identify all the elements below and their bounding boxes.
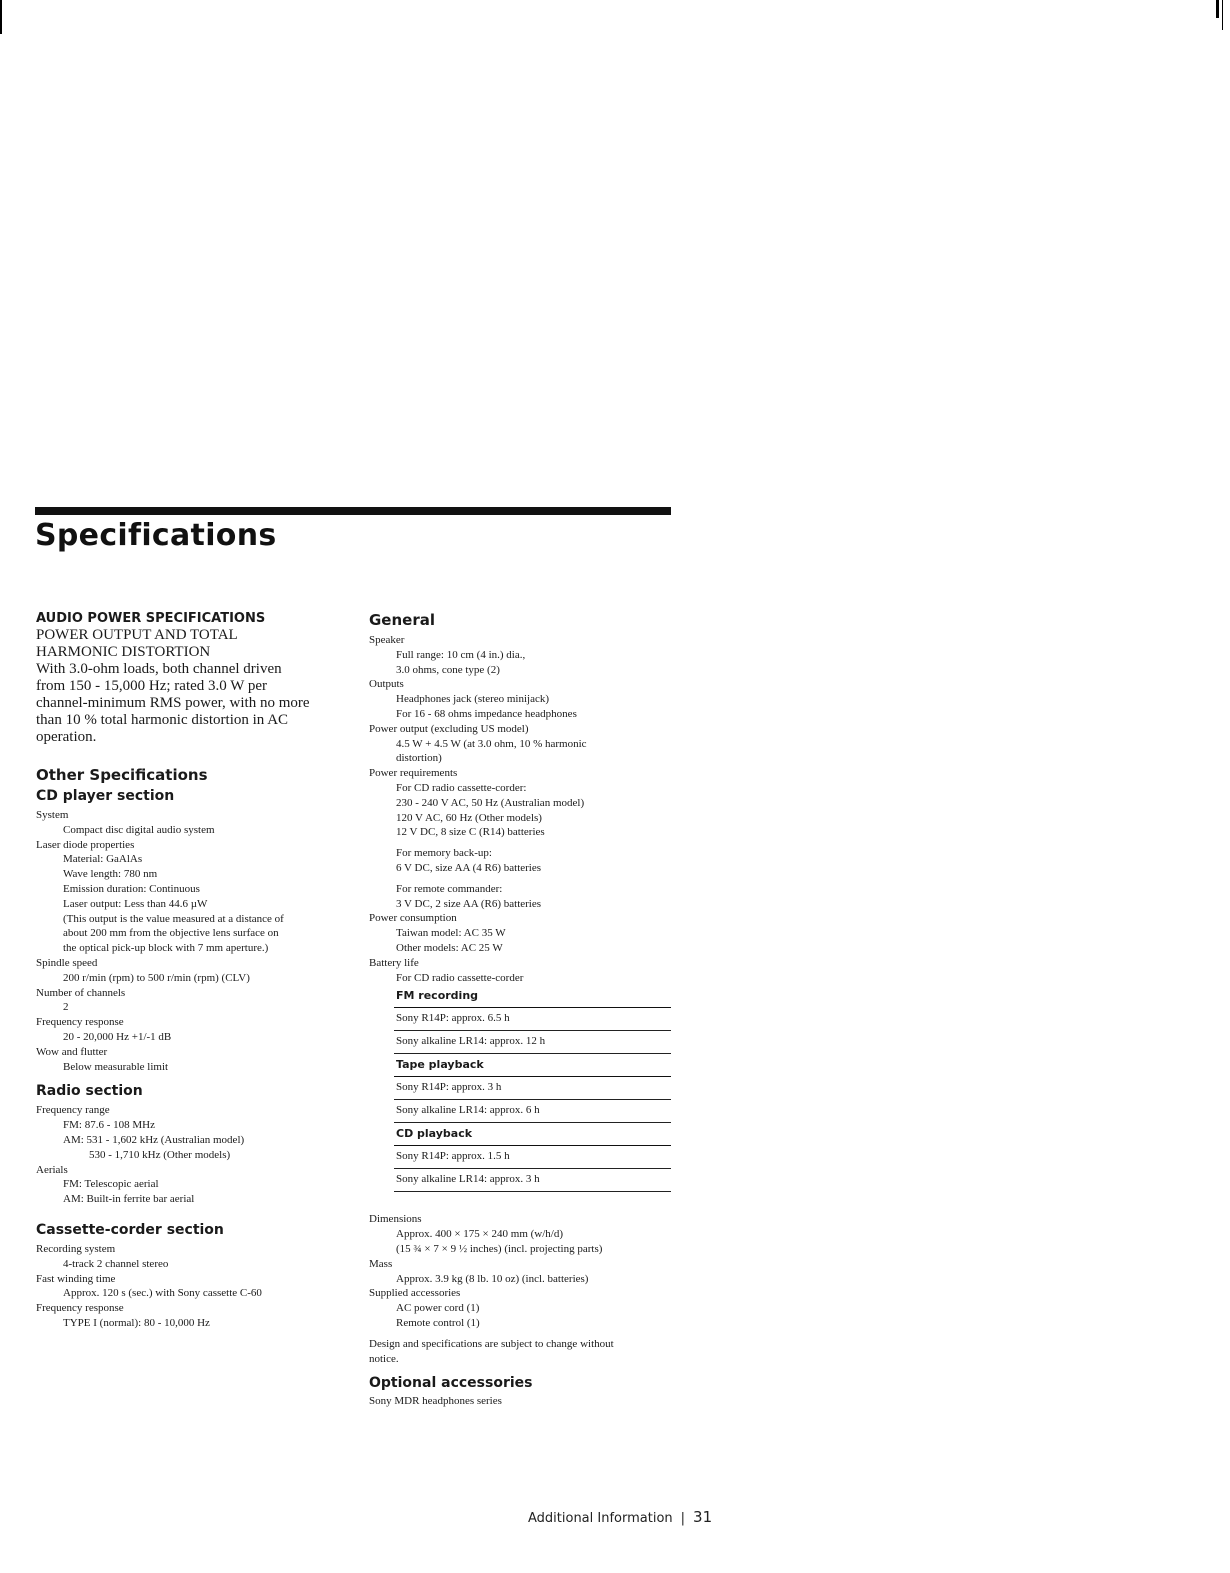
table-header-cell: FM recording <box>394 985 671 1008</box>
radio-section-heading: Radio section <box>36 1083 143 1100</box>
battery-life-table <box>394 985 671 1192</box>
spec-value: AM: Built-in ferrite bar aerial <box>63 1193 195 1206</box>
spec-value: 230 - 240 V AC, 50 Hz (Australian model) <box>396 796 585 809</box>
page-title: Specifications <box>35 518 277 553</box>
audio-power-body-5: operation. <box>36 729 97 745</box>
table-cell: Sony R14P: approx. 3 h <box>394 1077 671 1100</box>
table-cell: Sony alkaline LR14: approx. 12 h <box>394 1031 671 1054</box>
spec-value: 3 V DC, 2 size AA (R6) batteries <box>396 897 542 910</box>
optional-accessories-heading: Optional accessories <box>369 1375 533 1392</box>
spec-label: Wow and flutter <box>36 1045 108 1058</box>
spec-label: Frequency response <box>36 1302 124 1315</box>
spec-value: Full range: 10 cm (4 in.) dia., <box>396 648 526 661</box>
spec-value: For 16 - 68 ohms impedance headphones <box>396 707 577 720</box>
spec-value: Other models: AC 25 W <box>396 941 503 954</box>
left-column <box>36 611 336 1331</box>
table-row <box>394 1077 671 1100</box>
audio-power-body-4: than 10 % total harmonic distortion in AC <box>36 712 289 728</box>
spec-value: For CD radio cassette-corder: <box>396 781 527 794</box>
radio-specs <box>36 1103 336 1207</box>
spec-value: (This output is the value measured at a distance of <box>63 912 284 925</box>
spec-value: For remote commander: <box>396 882 503 895</box>
table-row <box>394 1031 671 1054</box>
spec-value: (15 ¾ × 7 × 9 ½ inches) (incl. projecting parts) <box>396 1242 603 1255</box>
spec-value: Compact disc digital audio system <box>63 823 215 836</box>
spec-value: 6 V DC, size AA (4 R6) batteries <box>396 861 542 874</box>
spec-value: Emission duration: Continuous <box>63 882 200 895</box>
spec-value: For memory back-up: <box>396 847 492 860</box>
audio-power-body-2: from 150 - 15,000 Hz; rated 3.0 W per <box>36 678 268 694</box>
audio-power-body-3: channel-minimum RMS power, with no more <box>36 695 310 711</box>
cd-player-section-heading: CD player section <box>36 788 175 804</box>
spec-label: Dimensions <box>369 1213 422 1226</box>
table-header-cell: Tape playback <box>394 1054 671 1077</box>
audio-power-heading: AUDIO POWER SPECIFICATIONS <box>36 611 266 626</box>
spec-label: Outputs <box>369 678 404 691</box>
page-number: 31 <box>693 1508 713 1526</box>
table-header-cell: CD playback <box>394 1123 671 1146</box>
table-cell: Sony alkaline LR14: approx. 6 h <box>394 1100 671 1123</box>
general-heading: General <box>369 611 435 629</box>
right-column <box>369 611 671 1409</box>
spec-value: 4-track 2 channel stereo <box>63 1257 169 1270</box>
spec-value: Approx. 120 s (sec.) with Sony cassette C-60 <box>63 1287 262 1300</box>
table-row <box>394 1100 671 1123</box>
spec-label: Recording system <box>36 1242 116 1255</box>
table-row <box>394 1008 671 1031</box>
spec-value: 20 - 20,000 Hz +1/-1 dB <box>63 1030 172 1043</box>
audio-power-body-1: With 3.0-ohm loads, both channel driven <box>36 661 282 677</box>
spec-label: Supplied accessories <box>369 1287 461 1300</box>
audio-power-subheading-1: POWER OUTPUT AND TOTAL <box>36 627 238 643</box>
spec-value: AM: 531 - 1,602 kHz (Australian model) <box>63 1133 245 1146</box>
spec-label: Mass <box>369 1257 393 1270</box>
notice-text: notice. <box>369 1352 399 1365</box>
table-row <box>394 1169 671 1192</box>
spec-label: Fast winding time <box>36 1272 116 1285</box>
optional-accessory-item: Sony MDR headphones series <box>369 1395 502 1408</box>
table-cell: Sony R14P: approx. 6.5 h <box>394 1008 671 1031</box>
table-cell: Sony alkaline LR14: approx. 3 h <box>394 1169 671 1192</box>
scan-edge-mark-left <box>0 0 2 34</box>
spec-label: Power consumption <box>369 912 457 925</box>
spec-value: 530 - 1,710 kHz (Other models) <box>89 1148 231 1161</box>
spec-label: Power requirements <box>369 767 458 780</box>
spec-value: Approx. 400 × 175 × 240 mm (w/h/d) <box>396 1228 564 1241</box>
footer-separator: | <box>680 1511 686 1526</box>
spec-value: distortion) <box>396 752 442 765</box>
spec-value: about 200 mm from the objective lens surface on <box>63 927 279 940</box>
spec-value: the optical pick-up block with 7 mm aperture.) <box>63 942 269 955</box>
spec-label: Number of channels <box>36 986 126 999</box>
spec-label: Laser diode properties <box>36 838 135 851</box>
spec-value: 120 V AC, 60 Hz (Other models) <box>396 811 542 824</box>
spec-value: Headphones jack (stereo minijack) <box>396 693 550 706</box>
spec-value: FM: 87.6 - 108 MHz <box>63 1119 155 1132</box>
spec-value: Approx. 3.9 kg (8 lb. 10 oz) (incl. batteries) <box>396 1272 589 1285</box>
scan-edge-mark-right-2 <box>1222 0 1223 30</box>
spec-value: 2 <box>63 1001 69 1014</box>
scan-edge-mark-right <box>1216 0 1219 18</box>
footer-section-name: Additional Information <box>528 1511 673 1526</box>
table-cell: Sony R14P: approx. 1.5 h <box>394 1146 671 1169</box>
spec-label: Battery life <box>369 956 419 969</box>
spec-label: Spindle speed <box>36 956 98 969</box>
cd-player-specs <box>36 808 336 1074</box>
spec-value: For CD radio cassette-corder <box>396 971 524 984</box>
title-rule <box>35 507 671 515</box>
spec-value: Taiwan model: AC 35 W <box>396 927 506 940</box>
spec-value: FM: Telescopic aerial <box>63 1178 159 1191</box>
general-specs <box>369 633 671 985</box>
audio-power-subheading-2: HARMONIC DISTORTION <box>36 644 211 660</box>
spec-value: Laser output: Less than 44.6 µW <box>63 897 208 910</box>
table-row <box>394 1054 671 1077</box>
general-specs-continued <box>369 1212 671 1366</box>
other-specifications-heading: Other Specifications <box>36 766 208 784</box>
page-footer <box>528 1508 712 1526</box>
spec-value: 200 r/min (rpm) to 500 r/min (rpm) (CLV) <box>63 971 250 984</box>
spec-value: Remote control (1) <box>396 1316 480 1329</box>
spec-value: 4.5 W + 4.5 W (at 3.0 ohm, 10 % harmonic <box>396 737 587 750</box>
spec-value: TYPE I (normal): 80 - 10,000 Hz <box>63 1316 210 1329</box>
spec-label: Speaker <box>369 634 405 646</box>
cassette-corder-section-heading: Cassette-corder section <box>36 1221 224 1238</box>
spec-value: Material: GaAlAs <box>63 853 143 866</box>
table-row <box>394 1123 671 1146</box>
table-row <box>394 1146 671 1169</box>
notice-text: Design and specifications are subject to change without <box>369 1337 614 1350</box>
spec-label: Power output (excluding US model) <box>369 722 529 735</box>
spec-value: 12 V DC, 8 size C (R14) batteries <box>396 826 545 839</box>
spec-value: Below measurable limit <box>63 1060 169 1073</box>
table-row <box>394 985 671 1008</box>
spec-label: Frequency response <box>36 1016 124 1029</box>
spec-label: Aerials <box>36 1163 68 1176</box>
cassette-specs <box>36 1242 336 1331</box>
spec-value: Wave length: 780 nm <box>63 868 158 881</box>
spec-value: AC power cord (1) <box>396 1302 480 1315</box>
spec-label: Frequency range <box>36 1104 110 1117</box>
spec-value: 3.0 ohms, cone type (2) <box>396 663 500 676</box>
spec-label: System <box>36 809 69 821</box>
